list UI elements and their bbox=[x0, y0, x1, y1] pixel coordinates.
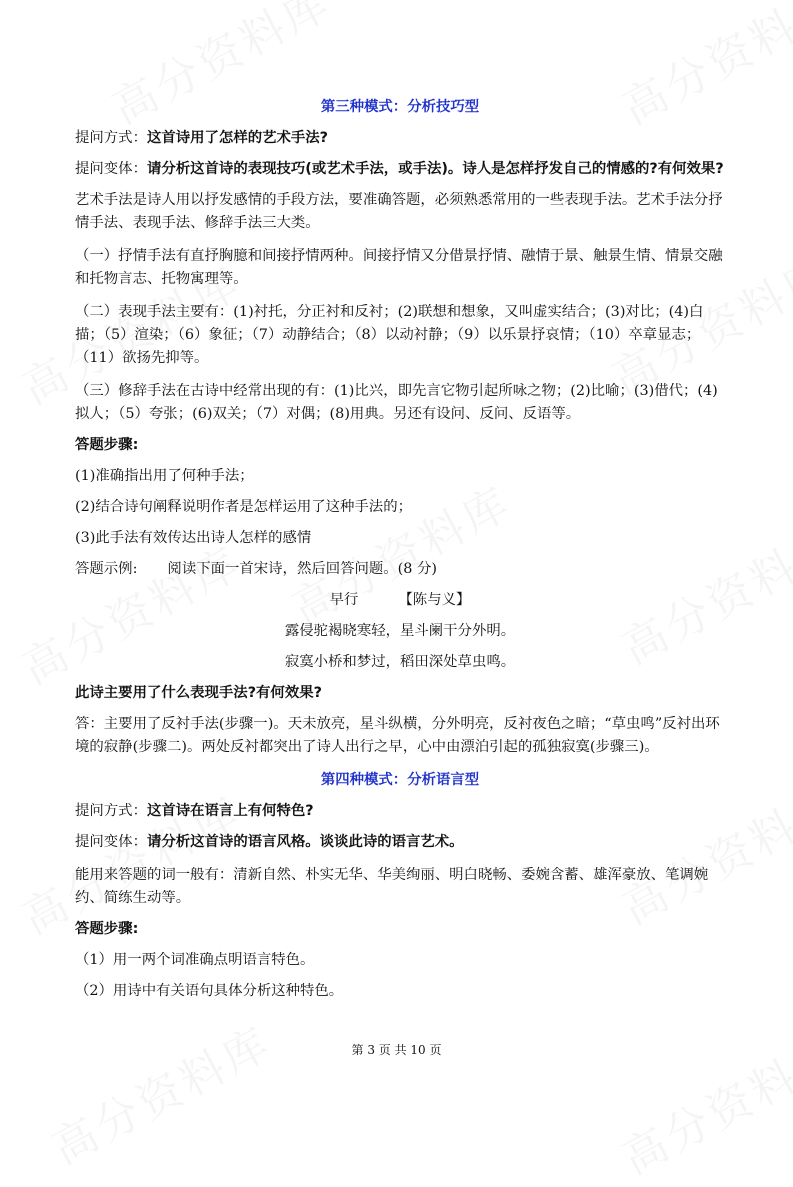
example-label: 答题示例: bbox=[75, 561, 138, 577]
question-variant bbox=[75, 831, 725, 854]
question-variant-text: 请分析这首诗的表现技巧(或艺术手法，或手法)。诗人是怎样抒发自己的情感的?有何效果? bbox=[146, 161, 724, 177]
question-style-text: 这首诗在语言上有何特色? bbox=[146, 803, 314, 819]
answer-words-paragraph: 能用来答题的词一般有：清新自然、朴实无华、华美绚丽、明白晓畅、委婉含蓄、雄浑豪放、笔调婉约、简练生动等。 bbox=[75, 867, 709, 906]
poem-title: 早行 bbox=[329, 592, 359, 608]
question-style-label: 提问方式： bbox=[75, 803, 147, 819]
poem-header bbox=[75, 589, 725, 612]
poem-author: 【陈与义】 bbox=[398, 592, 471, 608]
steps-label: 答题步骤: bbox=[75, 921, 139, 937]
example-text: 阅读下面一首宋诗，然后回答问题。(8 分) bbox=[167, 561, 438, 577]
document-body bbox=[75, 96, 725, 1003]
section3-heading: 第三种模式：分析技巧型 bbox=[320, 99, 480, 115]
question-style bbox=[75, 800, 725, 823]
question-variant bbox=[75, 158, 725, 181]
example-question: 此诗主要用了什么表现手法?有何效果? bbox=[75, 685, 322, 701]
poem-line: 寂寞小桥和梦过，稻田深处草虫鸣。 bbox=[284, 654, 516, 670]
example-line bbox=[75, 558, 725, 581]
step-item: （1）用一两个词准确点明语言特色。 bbox=[75, 952, 315, 968]
step-item: (1)准确指出用了何种手法； bbox=[75, 468, 254, 484]
example-answer: 答：主要用了反衬手法(步骤一)。天未放亮，星斗纵横，分外明亮，反衬夜色之暗；“草虫鸣”反衬出环境的寂静(步骤二)。两处反衬都突出了诗人出行之早，心中由漂泊引起的孤独寂寞(步骤三)。 bbox=[75, 716, 720, 755]
question-variant-label: 提问变体： bbox=[75, 161, 147, 177]
intro-paragraph: 艺术手法是诗人用以抒发感情的手段方法，要准确答题，必须熟悉常用的一些表现手法。艺术手法分抒情手法、表现手法、修辞手法三大类。 bbox=[75, 192, 723, 231]
steps-label: 答题步骤: bbox=[75, 437, 139, 453]
expression-technique-paragraph: （二）表现手法主要有：(1)衬托，分正衬和反衬；(2)联想和想象，又叫虚实结合；(3)对比；(4)白描；（5）渲染；（6）象征；（7）动静结合；（8）以动衬静；（9）以乐景抒哀情；（10）卒章显志；（11）欲扬先抑等。 bbox=[75, 304, 704, 366]
question-style bbox=[75, 127, 725, 150]
step-item: （2）用诗中有关语句具体分析这种特色。 bbox=[75, 983, 344, 999]
poem-line: 露侵驼褐晓寒轻，星斗阑干分外明。 bbox=[284, 623, 516, 639]
watermark bbox=[39, 1007, 281, 1176]
question-style-label: 提问方式： bbox=[75, 130, 147, 146]
question-variant-text: 请分析这首诗的语言风格。谈谈此诗的语言艺术。 bbox=[146, 834, 464, 850]
page-number: 第 3 页 共 10 页 bbox=[351, 1043, 442, 1057]
lyric-technique-paragraph: （一）抒情手法有直抒胸臆和间接抒情两种。间接抒情又分借景抒情、融情于景、触景生情、情景交融和托物言志、托物寓理等。 bbox=[75, 248, 723, 287]
question-variant-label: 提问变体： bbox=[75, 834, 147, 850]
section4-heading: 第四种模式：分析语言型 bbox=[320, 772, 480, 788]
question-style-text: 这首诗用了怎样的艺术手法? bbox=[146, 130, 329, 146]
step-item: (2)结合诗句阐释说明作者是怎样运用了这种手法的； bbox=[75, 499, 412, 515]
step-item: (3)此手法有效传达出诗人怎样的感情 bbox=[75, 530, 312, 546]
rhetoric-technique-paragraph: （三）修辞手法在古诗中经常出现的有：(1)比兴，即先言它物引起所咏之物；(2)比喻；(3)借代；(4)拟人；（5）夸张；(6)双关；（7）对偶；(8)用典。另还有设问、反问、反语等。 bbox=[75, 383, 718, 422]
